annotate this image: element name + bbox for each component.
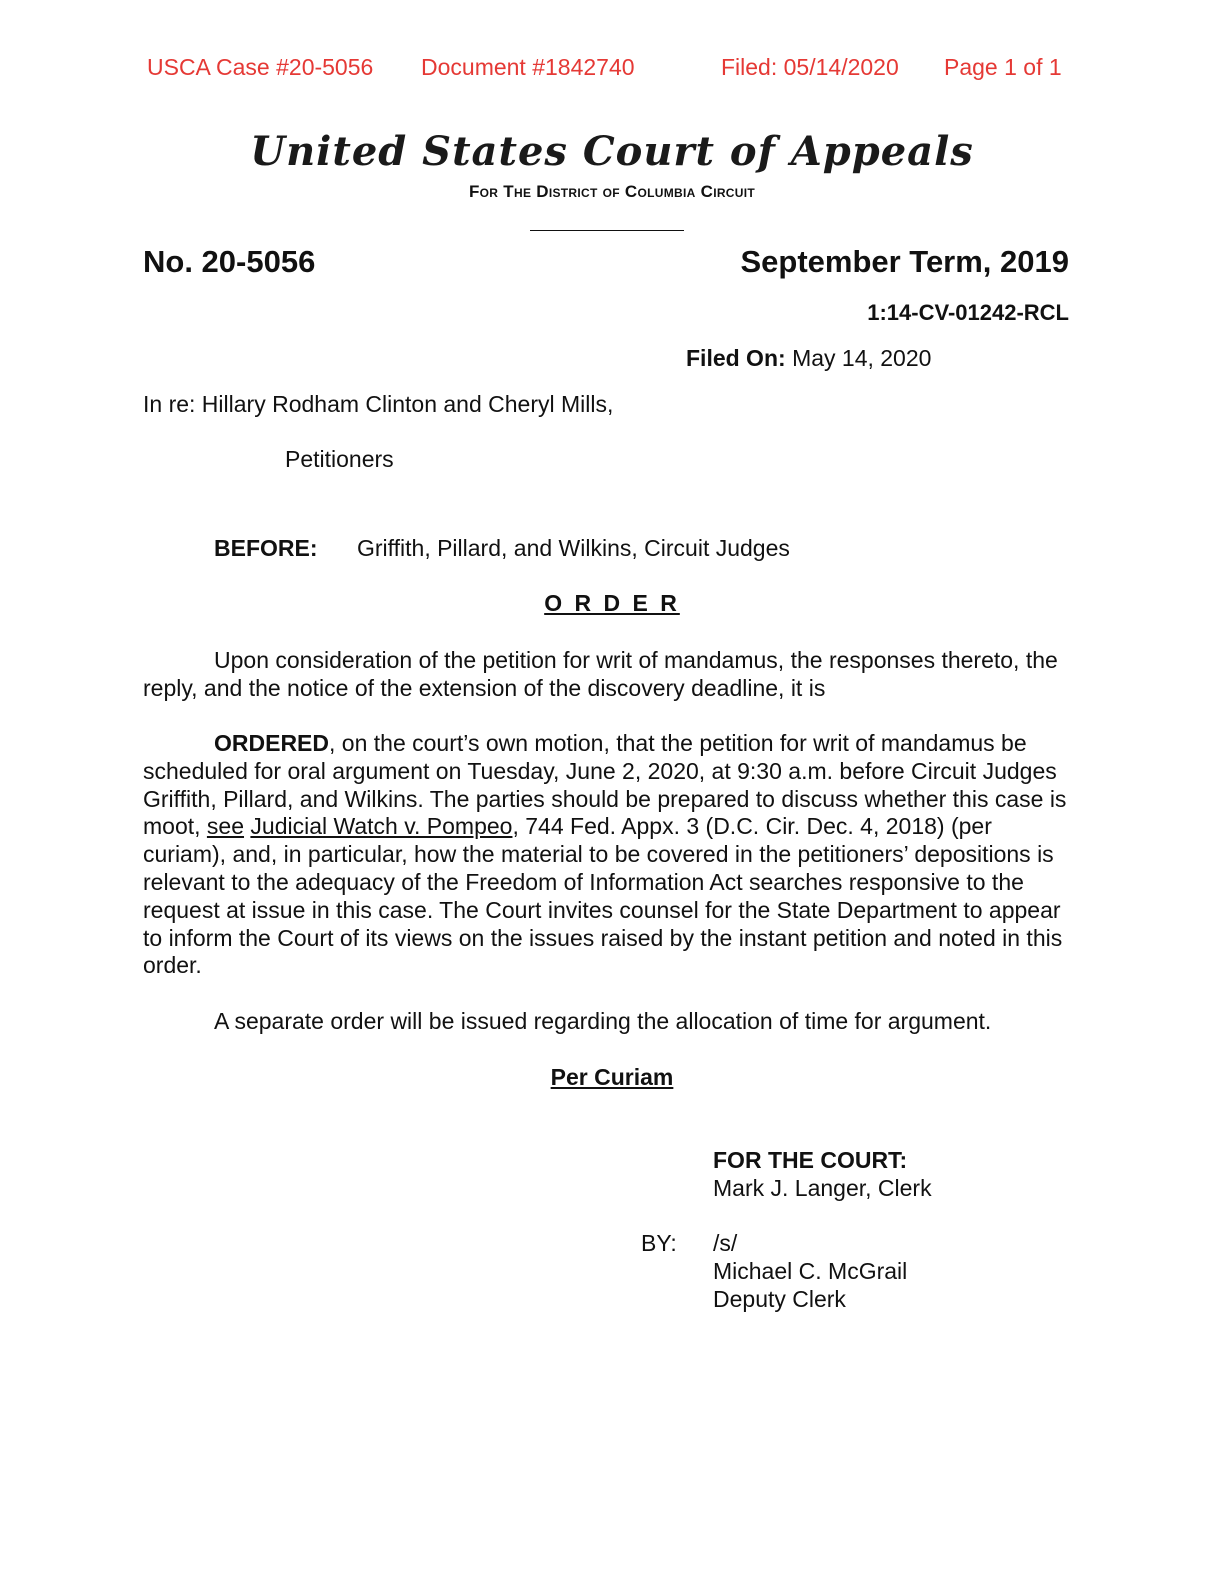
header-case-number: USCA Case #20-5056 bbox=[147, 54, 374, 80]
docket-number: 1:14-CV-01242-RCL bbox=[867, 300, 1069, 325]
per-curiam: Per Curiam bbox=[550, 1064, 674, 1090]
party-role: Petitioners bbox=[285, 446, 394, 472]
order-text-part-1: , on the court’s own motion, that the petition for writ of mandamus be scheduled for oral argument on Tuesday, June 2, 2020, at 9:30 a.m. before Circuit Judges Griffith, Pillard, and Wilkins. The parties should be prepared to discuss whether this case is moot, bbox=[143, 730, 1067, 840]
case-number: No. 20-5056 bbox=[143, 244, 316, 279]
signature-mark: /s/ bbox=[713, 1230, 738, 1256]
filed-on-label: Filed On: bbox=[686, 345, 786, 371]
header-document-number: Document #1842740 bbox=[421, 54, 635, 80]
panel-judges: Griffith, Pillard, and Wilkins, Circuit Judges bbox=[357, 535, 790, 561]
before-label: BEFORE: bbox=[214, 535, 318, 561]
by-label: BY: bbox=[641, 1230, 677, 1256]
filed-on-line bbox=[686, 345, 931, 372]
header-filed-date: Filed: 05/14/2020 bbox=[721, 54, 899, 80]
clerk-name: Mark J. Langer, Clerk bbox=[713, 1175, 932, 1201]
title-divider bbox=[530, 230, 684, 231]
court-term: September Term, 2019 bbox=[740, 244, 1069, 279]
ordered-label: ORDERED bbox=[214, 730, 330, 756]
for-the-court-label: FOR THE COURT: bbox=[713, 1147, 908, 1173]
deputy-clerk-name: Michael C. McGrail bbox=[713, 1258, 908, 1284]
order-paragraph-2 bbox=[143, 730, 1073, 980]
circuit-name: For The District of Columbia Circuit bbox=[468, 182, 755, 201]
court-title: United States Court of Appeals bbox=[250, 128, 974, 175]
in-re-caption: In re: Hillary Rodham Clinton and Cheryl Mills, bbox=[143, 391, 614, 417]
filed-on-date: May 14, 2020 bbox=[792, 345, 932, 371]
order-paragraph-3: A separate order will be issued regarding the allocation of time for argument. bbox=[214, 1008, 992, 1034]
see-signal: see bbox=[206, 813, 245, 840]
deputy-clerk-title: Deputy Clerk bbox=[713, 1286, 846, 1312]
case-citation: Judicial Watch v. Pompeo bbox=[250, 813, 513, 840]
order-paragraph-1: Upon consideration of the petition for writ of mandamus, the responses thereto, the reply, and the notice of the extension of the discovery deadline, it is bbox=[143, 647, 1058, 701]
order-text-part-2: , 744 Fed. Appx. 3 (D.C. Cir. Dec. 4, 2018) (per curiam), and, in particular, how the material to be covered in the petitioners’ depositions is relevant to the adequacy of the Freedom of Information Act searches responsive to the request at issue in this case. The Court invites counsel for the State Department to appear to inform the Court of its views on the issues raised by the instant petition and noted in this order. bbox=[143, 813, 1063, 979]
order-heading: O R D E R bbox=[544, 590, 680, 616]
header-page-number: Page 1 of 1 bbox=[944, 54, 1062, 80]
